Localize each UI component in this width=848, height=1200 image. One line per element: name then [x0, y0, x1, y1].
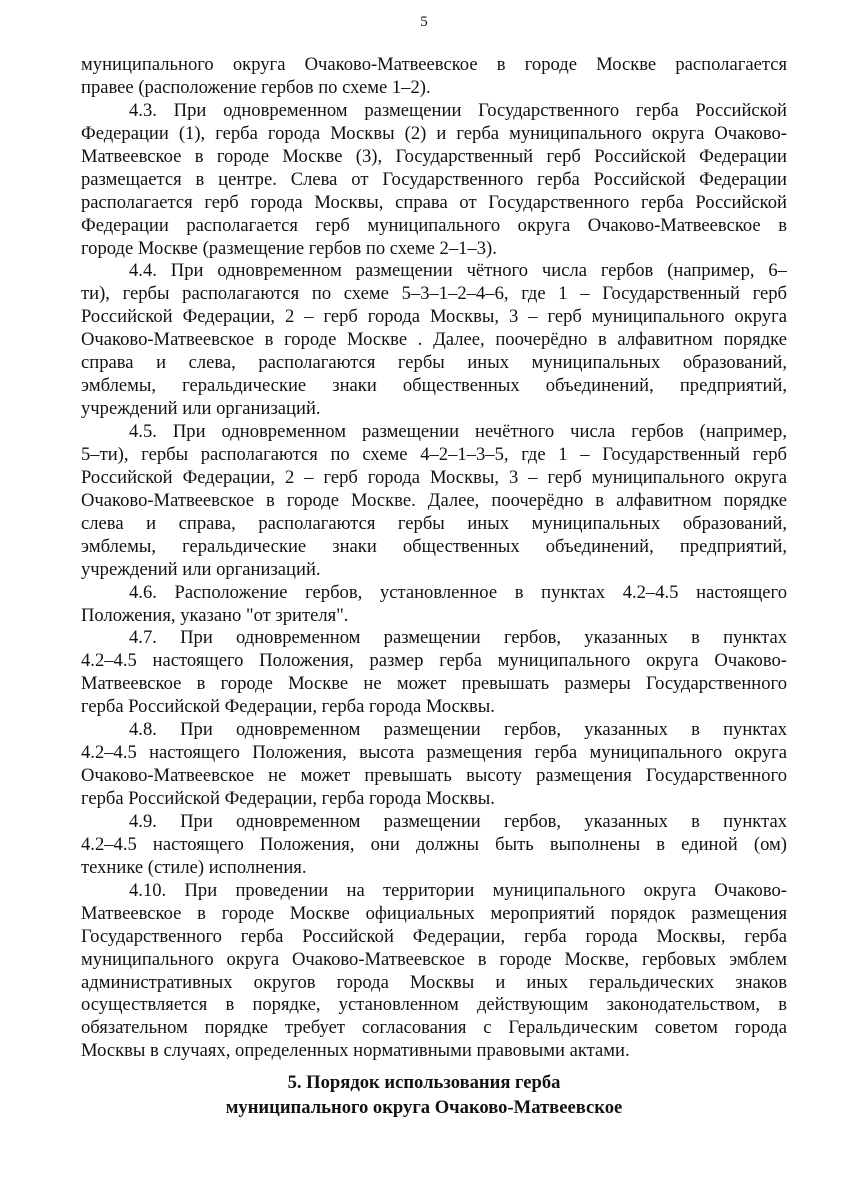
- text-line: Матвеевское в городе Москве (3), Государственный герб Российской Федерации: [81, 145, 787, 167]
- text-line: 4.7. При одновременном размещении гербов, указанных в пунктах: [129, 627, 787, 649]
- text-line: учреждений или организаций.: [81, 398, 321, 420]
- text-line: правее (расположение гербов по схеме 1–2).: [81, 76, 431, 98]
- text-line: эмблемы, геральдические знаки общественных объединений, предприятий,: [81, 375, 787, 397]
- text-line: Матвеевское в городе Москве не может превышать размеры Государственного: [81, 673, 787, 695]
- paragraph: [81, 260, 787, 421]
- text-line: Федерации (1), герба города Москвы (2) и герба муниципального округа Очаково-: [81, 122, 787, 144]
- text-line: Очаково-Матвеевское в городе Москве. Далее, поочерёдно в алфавитном порядке: [81, 489, 787, 511]
- paragraph: [81, 100, 787, 261]
- text-line: Москвы в случаях, определенных нормативными правовыми актами.: [81, 1040, 630, 1062]
- text-line: Очаково-Матвеевское в городе Москве . Далее, поочерёдно в алфавитном порядке: [81, 329, 787, 351]
- text-line: муниципального округа Очаково-Матвеевское в городе Москве, гербовых эмблем: [81, 948, 787, 970]
- text-line: располагается герб города Москвы, справа от Государственного герба Российской: [81, 191, 787, 213]
- text-line: учреждений или организаций.: [81, 558, 321, 580]
- text-line: Федерации располагается герб муниципального округа Очаково-Матвеевское в: [81, 214, 787, 236]
- text-line: 5–ти), гербы располагаются по схеме 4–2–1–3–5, где 1 – Государственный герб: [81, 443, 787, 465]
- text-line: муниципального округа Очаково-Матвеевское в городе Москве располагается: [81, 54, 787, 75]
- text-line: слева и справа, располагаются гербы иных муниципальных образований,: [81, 512, 787, 534]
- paragraph: [81, 627, 787, 719]
- text-line: Российской Федерации, 2 – герб города Москвы, 3 – герб муниципального округа: [81, 466, 787, 488]
- text-line: 4.2–4.5 настоящего Положения, они должны быть выполнены в единой (ом): [81, 833, 787, 855]
- section-heading-line-2: муниципального округа Очаково-Матвеевское: [225, 1096, 623, 1118]
- text-line: Государственного герба Российской Федерации, герба города Москвы, герба: [81, 925, 787, 947]
- paragraph: [81, 421, 787, 582]
- page-number: 5: [420, 14, 428, 30]
- document-body: [81, 54, 787, 1063]
- text-line: осуществляется в порядке, установленном действующим законодательством, в: [81, 994, 787, 1016]
- text-line: административных округов города Москвы и иных геральдических знаков: [81, 971, 787, 993]
- text-line: герба Российской Федерации, герба города Москвы.: [81, 788, 495, 809]
- text-line: 4.2–4.5 настоящего Положения, высота размещения герба муниципального округа: [81, 742, 787, 764]
- text-line: Очаково-Матвеевское не может превышать высоту размещения Государственного: [81, 765, 787, 787]
- text-line: 4.3. При одновременном размещении Государственного герба Российской: [129, 99, 787, 121]
- text-line: Положения, указано "от зрителя".: [81, 604, 349, 626]
- text-line: городе Москве (размещение гербов по схеме 2–1–3).: [81, 237, 497, 259]
- text-line: 4.6. Расположение гербов, установленное в пунктах 4.2–4.5 настоящего: [129, 581, 787, 603]
- text-line: герба Российской Федерации, герба города Москвы.: [81, 696, 495, 718]
- text-line: 4.2–4.5 настоящего Положения, размер герба муниципального округа Очаково-: [81, 650, 787, 672]
- text-line: размещается в центре. Слева от Государственного герба Российской Федерации: [81, 168, 787, 190]
- text-line: эмблемы, геральдические знаки общественных объединений, предприятий,: [81, 535, 787, 557]
- text-line: 4.5. При одновременном размещении нечётного числа гербов (например,: [129, 421, 787, 442]
- text-line: 4.8. При одновременном размещении гербов, указанных в пунктах: [129, 719, 787, 741]
- paragraph: [81, 880, 787, 1064]
- text-line: Матвеевское в городе Москве официальных мероприятий порядок размещения: [81, 902, 787, 924]
- text-line: технике (стиле) исполнения.: [81, 856, 307, 878]
- text-line: Российской Федерации, 2 – герб города Москвы, 3 – герб муниципального округа: [81, 306, 787, 328]
- section-heading: [0, 1071, 848, 1120]
- paragraph: [81, 582, 787, 628]
- text-line: 4.10. При проведении на территории муниципального округа Очаково-: [129, 879, 787, 901]
- paragraph: [81, 719, 787, 811]
- section-heading-line-1: 5. Порядок использования герба: [287, 1072, 561, 1093]
- text-line: 4.9. При одновременном размещении гербов, указанных в пунктах: [129, 810, 787, 832]
- paragraph: [81, 54, 787, 100]
- text-line: справа и слева, располагаются гербы иных муниципальных образований,: [81, 352, 787, 374]
- text-line: ти), гербы располагаются по схеме 5–3–1–2–4–6, где 1 – Государственный герб: [81, 283, 787, 305]
- paragraph: [81, 811, 787, 880]
- text-line: 4.4. При одновременном размещении чётного числа гербов (например, 6–: [129, 260, 787, 282]
- text-line: обязательном порядке требует согласования с Геральдическим советом города: [81, 1017, 787, 1039]
